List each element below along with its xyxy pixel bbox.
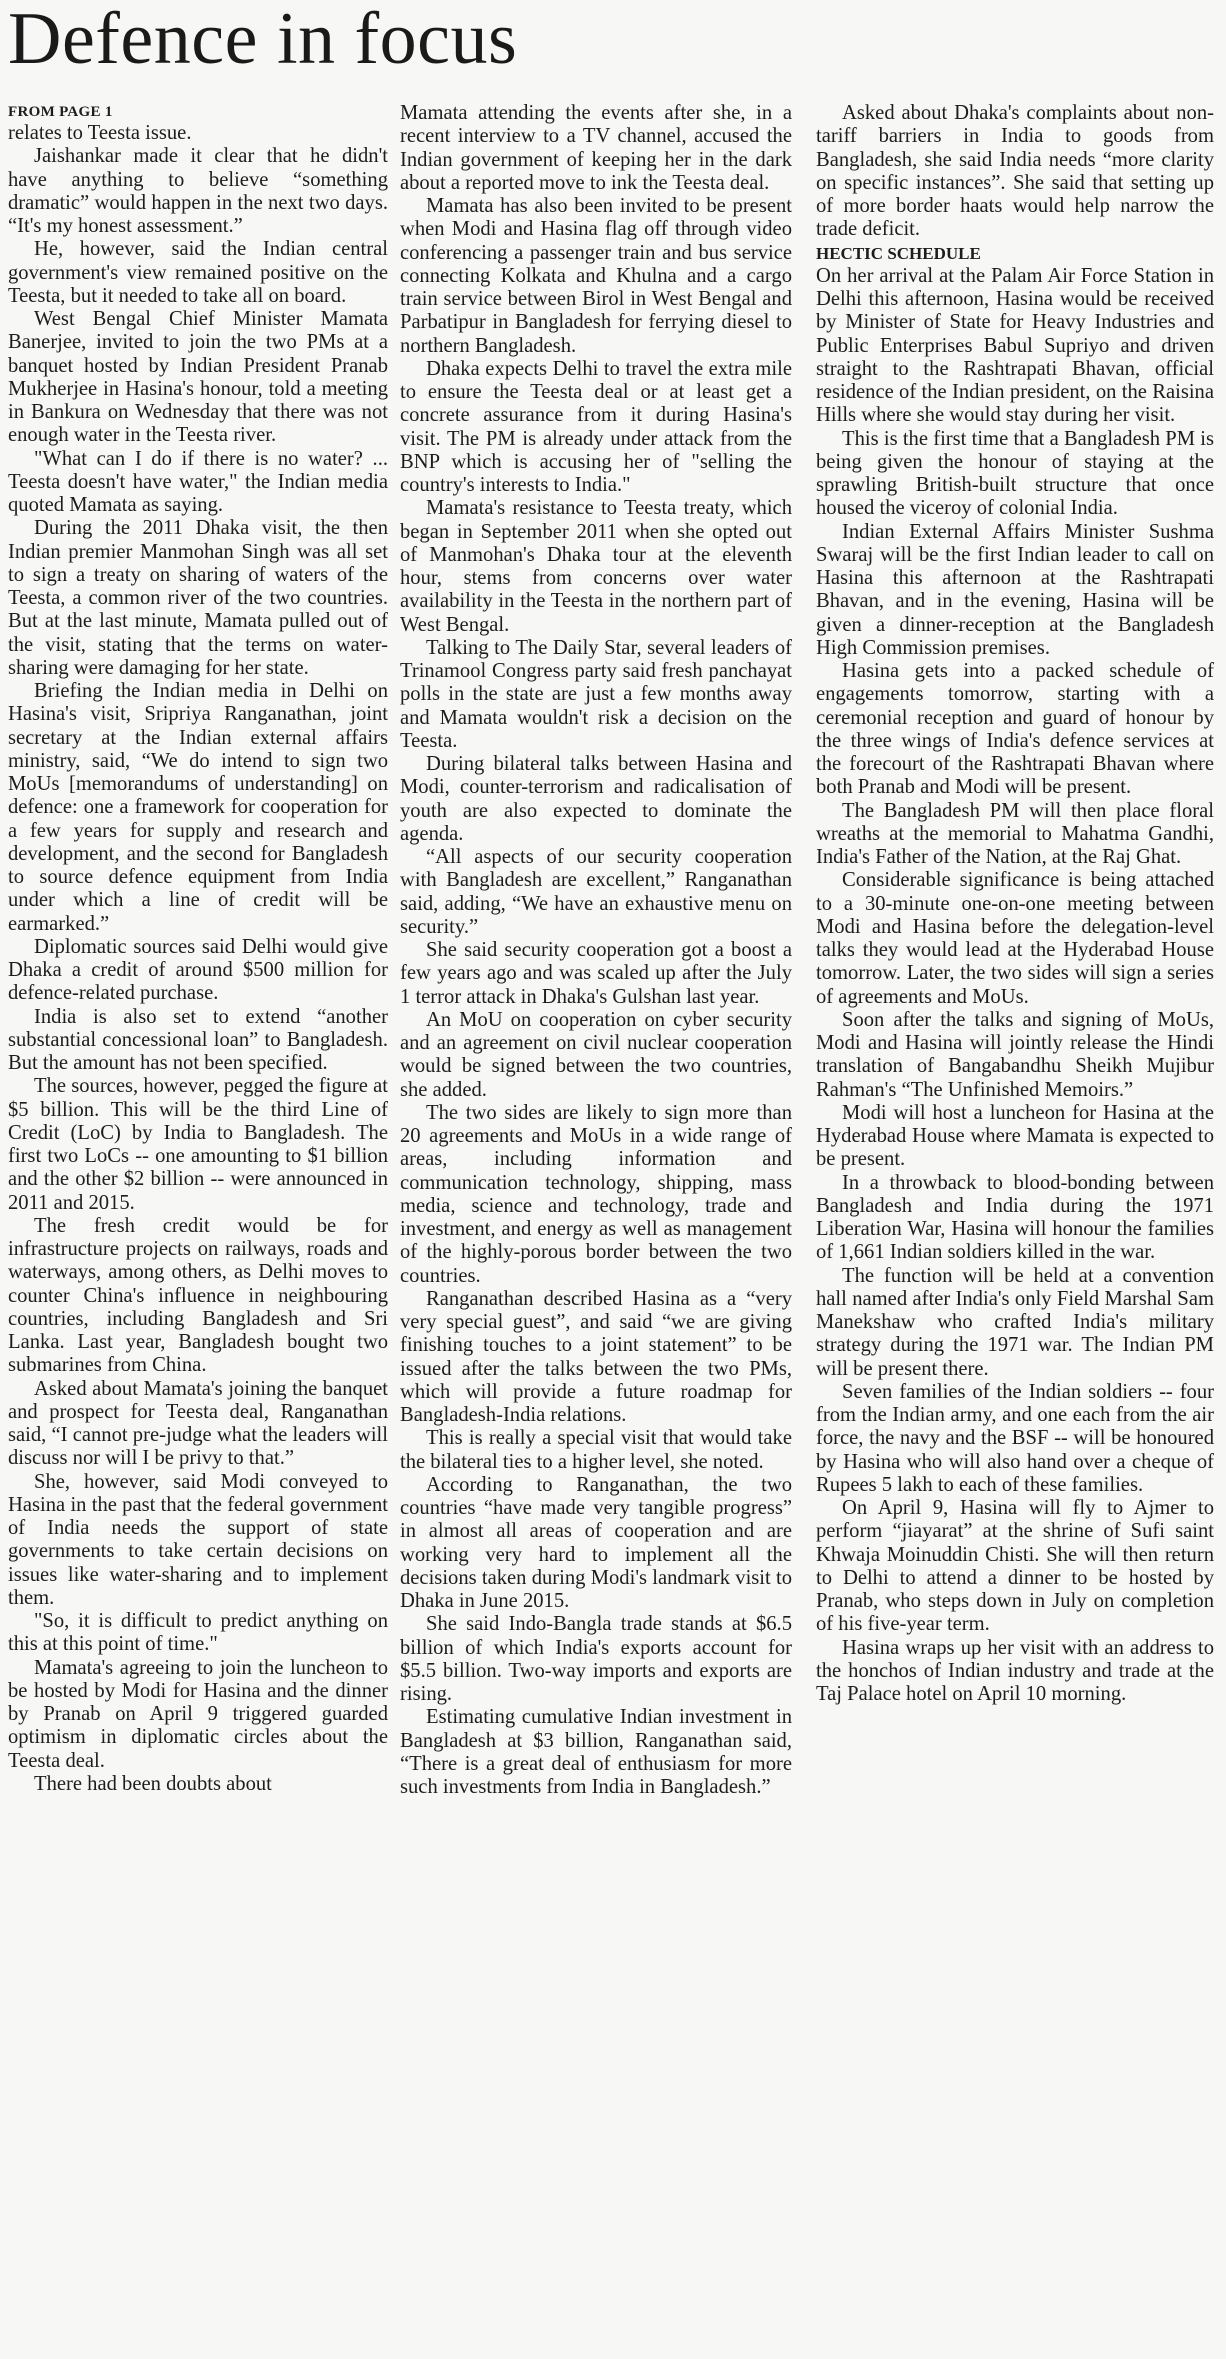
column-1-body <box>8 122 388 1796</box>
column-2-body <box>400 102 792 1799</box>
paragraph: Considerable significance is being attached to a 30-minute one-on-one meeting between Modi and Hasina before the delegation-level talks they would lead at the Hyderabad House tomorrow. Later, the two sides will sign a series of agreements and MoUs. <box>816 869 1214 1008</box>
paragraph: He, however, said the Indian central government's view remained positive on the Teesta, but it needed to take all on board. <box>8 238 388 307</box>
paragraph: She, however, said Modi conveyed to Hasina in the past that the federal government of India needs the support of state governments to take certain decisions on issues like water-sharing and to implement them. <box>8 1470 388 1609</box>
paragraph: Talking to The Daily Star, several leaders of Trinamool Congress party said fresh panchayat polls in the state are just a few months away and Mamata wouldn't risk a decision on the Teesta. <box>400 636 792 752</box>
paragraph: She said security cooperation got a boost a few years ago and was scaled up after the July 1 terror attack in Dhaka's Gulshan last year. <box>400 939 792 1008</box>
paragraph: Hasina wraps up her visit with an address to the honchos of Indian industry and trade at the Taj Palace hotel on April 10 morning. <box>816 1636 1214 1705</box>
paragraph: During the 2011 Dhaka visit, the then Indian premier Manmohan Singh was all set to sign a treaty on sharing of waters of the Teesta, a common river of the two countries. But at the last minute, Mamata pulled out of the visit, stating that the terms on water-sharing were damaging for her state. <box>8 517 388 679</box>
paragraph: “All aspects of our security cooperation with Bangladesh are excellent,” Ranganathan said, adding, “We have an exhaustive menu on security.” <box>400 846 792 938</box>
paragraph: Jaishankar made it clear that he didn't have anything to believe “something dramatic” would happen in the next two days. “It's my honest assessment.” <box>8 145 388 237</box>
paragraph: In a throwback to blood-bonding between Bangladesh and India during the 1971 Liberation War, Hasina will honour the families of 1,661 Indian soldiers killed in the war. <box>816 1171 1214 1264</box>
paragraph: India is also set to extend “another substantial concessional loan” to Bangladesh. But the amount has not been specified. <box>8 1005 388 1074</box>
paragraph: Mamata's resistance to Teesta treaty, which began in September 2011 when she opted out of Manmohan's Dhaka tour at the eleventh hour, stems from concerns over water availability in the Teesta in the northern part of West Bengal. <box>400 497 792 636</box>
paragraph: Dhaka expects Delhi to travel the extra mile to ensure the Teesta deal or at least get a concrete assurance from it during Hasina's visit. The PM is already under attack from the BNP which is accusing her of "selling the country's interests to India." <box>400 357 792 496</box>
paragraph: Asked about Mamata's joining the banquet and prospect for Teesta deal, Ranganathan said, “I cannot pre-judge what the leaders will discuss nor will I be privy to that.” <box>8 1377 388 1470</box>
paragraph: During bilateral talks between Hasina and Modi, counter-terrorism and radicalisation of youth are also expected to dominate the agenda. <box>400 753 792 845</box>
column-3-body <box>816 265 1214 1707</box>
paragraph: The sources, however, pegged the figure at $5 billion. This will be the third Line of Credit (LoC) by India to Bangladesh. The first two LoCs -- one amounting to $1 billion and the other $2 billion -- were announced in 2011 and 2015. <box>8 1075 388 1214</box>
paragraph: Estimating cumulative Indian investment in Bangladesh at $3 billion, Ranganathan said, “There is a great deal of enthusiasm for more such investments from India in Bangladesh.” <box>400 1706 792 1798</box>
paragraph: "So, it is difficult to predict anything on this at this point of time." <box>8 1610 388 1656</box>
paragraph: There had been doubts about <box>34 1772 272 1795</box>
paragraph: According to Ranganathan, the two countries “have made very tangible progress” in almost all areas of cooperation and are working very hard to implement all the decisions taken during Modi's landmark visit to Dhaka in June 2015. <box>400 1473 792 1612</box>
paragraph: Seven families of the Indian soldiers -- four from the Indian army, and one each from the air force, the navy and the BSF -- will be honoured by Hasina who will also hand over a cheque of Rupees 5 lakh to each of these families. <box>816 1380 1214 1496</box>
paragraph: Mamata attending the events after she, in a recent interview to a TV channel, accused the Indian government of keeping her in the dark about a reported move to ink the Teesta deal. <box>400 102 792 194</box>
continued-from-label: FROM PAGE 1 <box>8 104 113 120</box>
paragraph: An MoU on cooperation on cyber security and an agreement on civil nuclear cooperation would be signed between the two countries, she added. <box>400 1008 792 1101</box>
paragraph: Asked about Dhaka's complaints about non-tariff barriers in India to goods from Bangladesh, she said India needs “more clarity on specific instances”. She said that setting up of more border haats would help narrow the trade deficit. <box>816 102 1214 241</box>
paragraph: The function will be held at a convention hall named after India's only Field Marshal Sam Manekshaw who crafted India's military strategy during the 1971 war. The Indian PM will be present there. <box>816 1264 1214 1380</box>
article-column-1 <box>8 102 388 1796</box>
article-column-3 <box>816 102 1214 1706</box>
paragraph: The two sides are likely to sign more than 20 agreements and MoUs in a wide range of areas, including information and communication technology, shipping, mass media, science and technology, trade and investment, and energy as well as management of the highly-porous border between the two countries. <box>400 1101 792 1287</box>
paragraph: Briefing the Indian media in Delhi on Hasina's visit, Sripriya Ranganathan, joint secretary at the Indian external affairs ministry, said, “We do intend to sign two MoUs [memorandums of understanding] on defence: one a framework for cooperation for a few years for supply and research and development, and the second for Bangladesh to source defence equipment from India under which a line of credit will be earmarked.” <box>8 680 388 935</box>
paragraph: Mamata has also been invited to be present when Modi and Hasina flag off through video conferencing a passenger train and bus service connecting Kolkata and Khulna and a cargo train service between Birol in West Bengal and Parbatipur in Bangladesh for ferrying diesel to northern Bangladesh. <box>400 195 792 357</box>
paragraph: On her arrival at the Palam Air Force Station in Delhi this afternoon, Hasina would be received by Minister of State for Heavy Industries and Public Enterprises Babul Supriyo and driven straight to the Rashtrapati Bhavan, official residence of the Indian president, on the Raisina Hills where she would stay during her visit. <box>816 264 1214 427</box>
article-column-2 <box>400 102 792 1799</box>
column-3-intro <box>816 102 1214 242</box>
paragraph: This is the first time that a Bangladesh PM is being given the honour of staying at the sprawling British-built structure that once housed the viceroy of colonial India. <box>816 427 1214 520</box>
headline: Defence in focus <box>8 0 518 80</box>
paragraph: West Bengal Chief Minister Mamata Banerjee, invited to join the two PMs at a banquet hosted by Indian President Pranab Mukherjee in Hasina's honour, told a meeting in Bankura on Wednesday that there was not enough water in the Teesta river. <box>8 308 388 447</box>
paragraph: Modi will host a luncheon for Hasina at the Hyderabad House where Mamata is expected to be present. <box>816 1101 1214 1171</box>
paragraph: Ranganathan described Hasina as a “very very special guest”, and said “we are giving finishing touches to a joint statement” to be issued after the talks between the two PMs, which will provide a future roadmap for Bangladesh-India relations. <box>400 1287 792 1426</box>
paragraph: Indian External Affairs Minister Sushma Swaraj will be the first Indian leader to call on Hasina this afternoon at the Rashtrapati Bhavan, and in the evening, Hasina will be given a dinner-reception at the Bangladesh High Commission premises. <box>816 520 1214 659</box>
paragraph: Hasina gets into a packed schedule of engagements tomorrow, starting with a ceremonial reception and guard of honour by the three wings of India's defence services at the forecourt of the Rashtrapati Bhavan where both Pranab and Modi will be present. <box>816 660 1214 799</box>
paragraph: The Bangladesh PM will then place floral wreaths at the memorial to Mahatma Gandhi, India's Father of the Nation, at the Raj Ghat. <box>816 799 1214 868</box>
paragraph: On April 9, Hasina will fly to Ajmer to perform “jiayarat” at the shrine of Sufi saint Khwaja Moinuddin Chisti. She will then return to Delhi to attend a dinner to be hosted by Pranab, who steps down in July on completion of his five-year term. <box>816 1497 1214 1636</box>
paragraph: "What can I do if there is no water? ... Teesta doesn't have water," the Indian media quoted Mamata as saying. <box>8 447 388 516</box>
paragraph: Mamata's agreeing to join the luncheon to be hosted by Modi for Hasina and the dinner by Pranab on April 9 triggered guarded optimism in diplomatic circles about the Teesta deal. <box>8 1656 388 1772</box>
paragraph: relates to Teesta issue. <box>8 122 192 144</box>
subheading: HECTIC SCHEDULE <box>816 243 981 263</box>
paragraph: This is really a special visit that would take the bilateral ties to a higher level, she noted. <box>400 1427 792 1473</box>
paragraph: The fresh credit would be for infrastructure projects on railways, roads and waterways, among others, as Delhi moves to counter China's influence in neighbouring countries, including Bangladesh and Sri Lanka. Last year, Bangladesh bought two submarines from China. <box>8 1214 388 1377</box>
paragraph: Diplomatic sources said Delhi would give Dhaka a credit of around $500 million for defence-related purchase. <box>8 935 388 1005</box>
paragraph: Soon after the talks and signing of MoUs, Modi and Hasina will jointly release the Hindi translation of Bangabandhu Sheikh Mujibur Rahman's “The Unfinished Memoirs.” <box>816 1008 1214 1101</box>
paragraph: She said Indo-Bangla trade stands at $6.5 billion of which India's exports account for $5.5 billion. Two-way imports and exports are rising. <box>400 1613 792 1705</box>
